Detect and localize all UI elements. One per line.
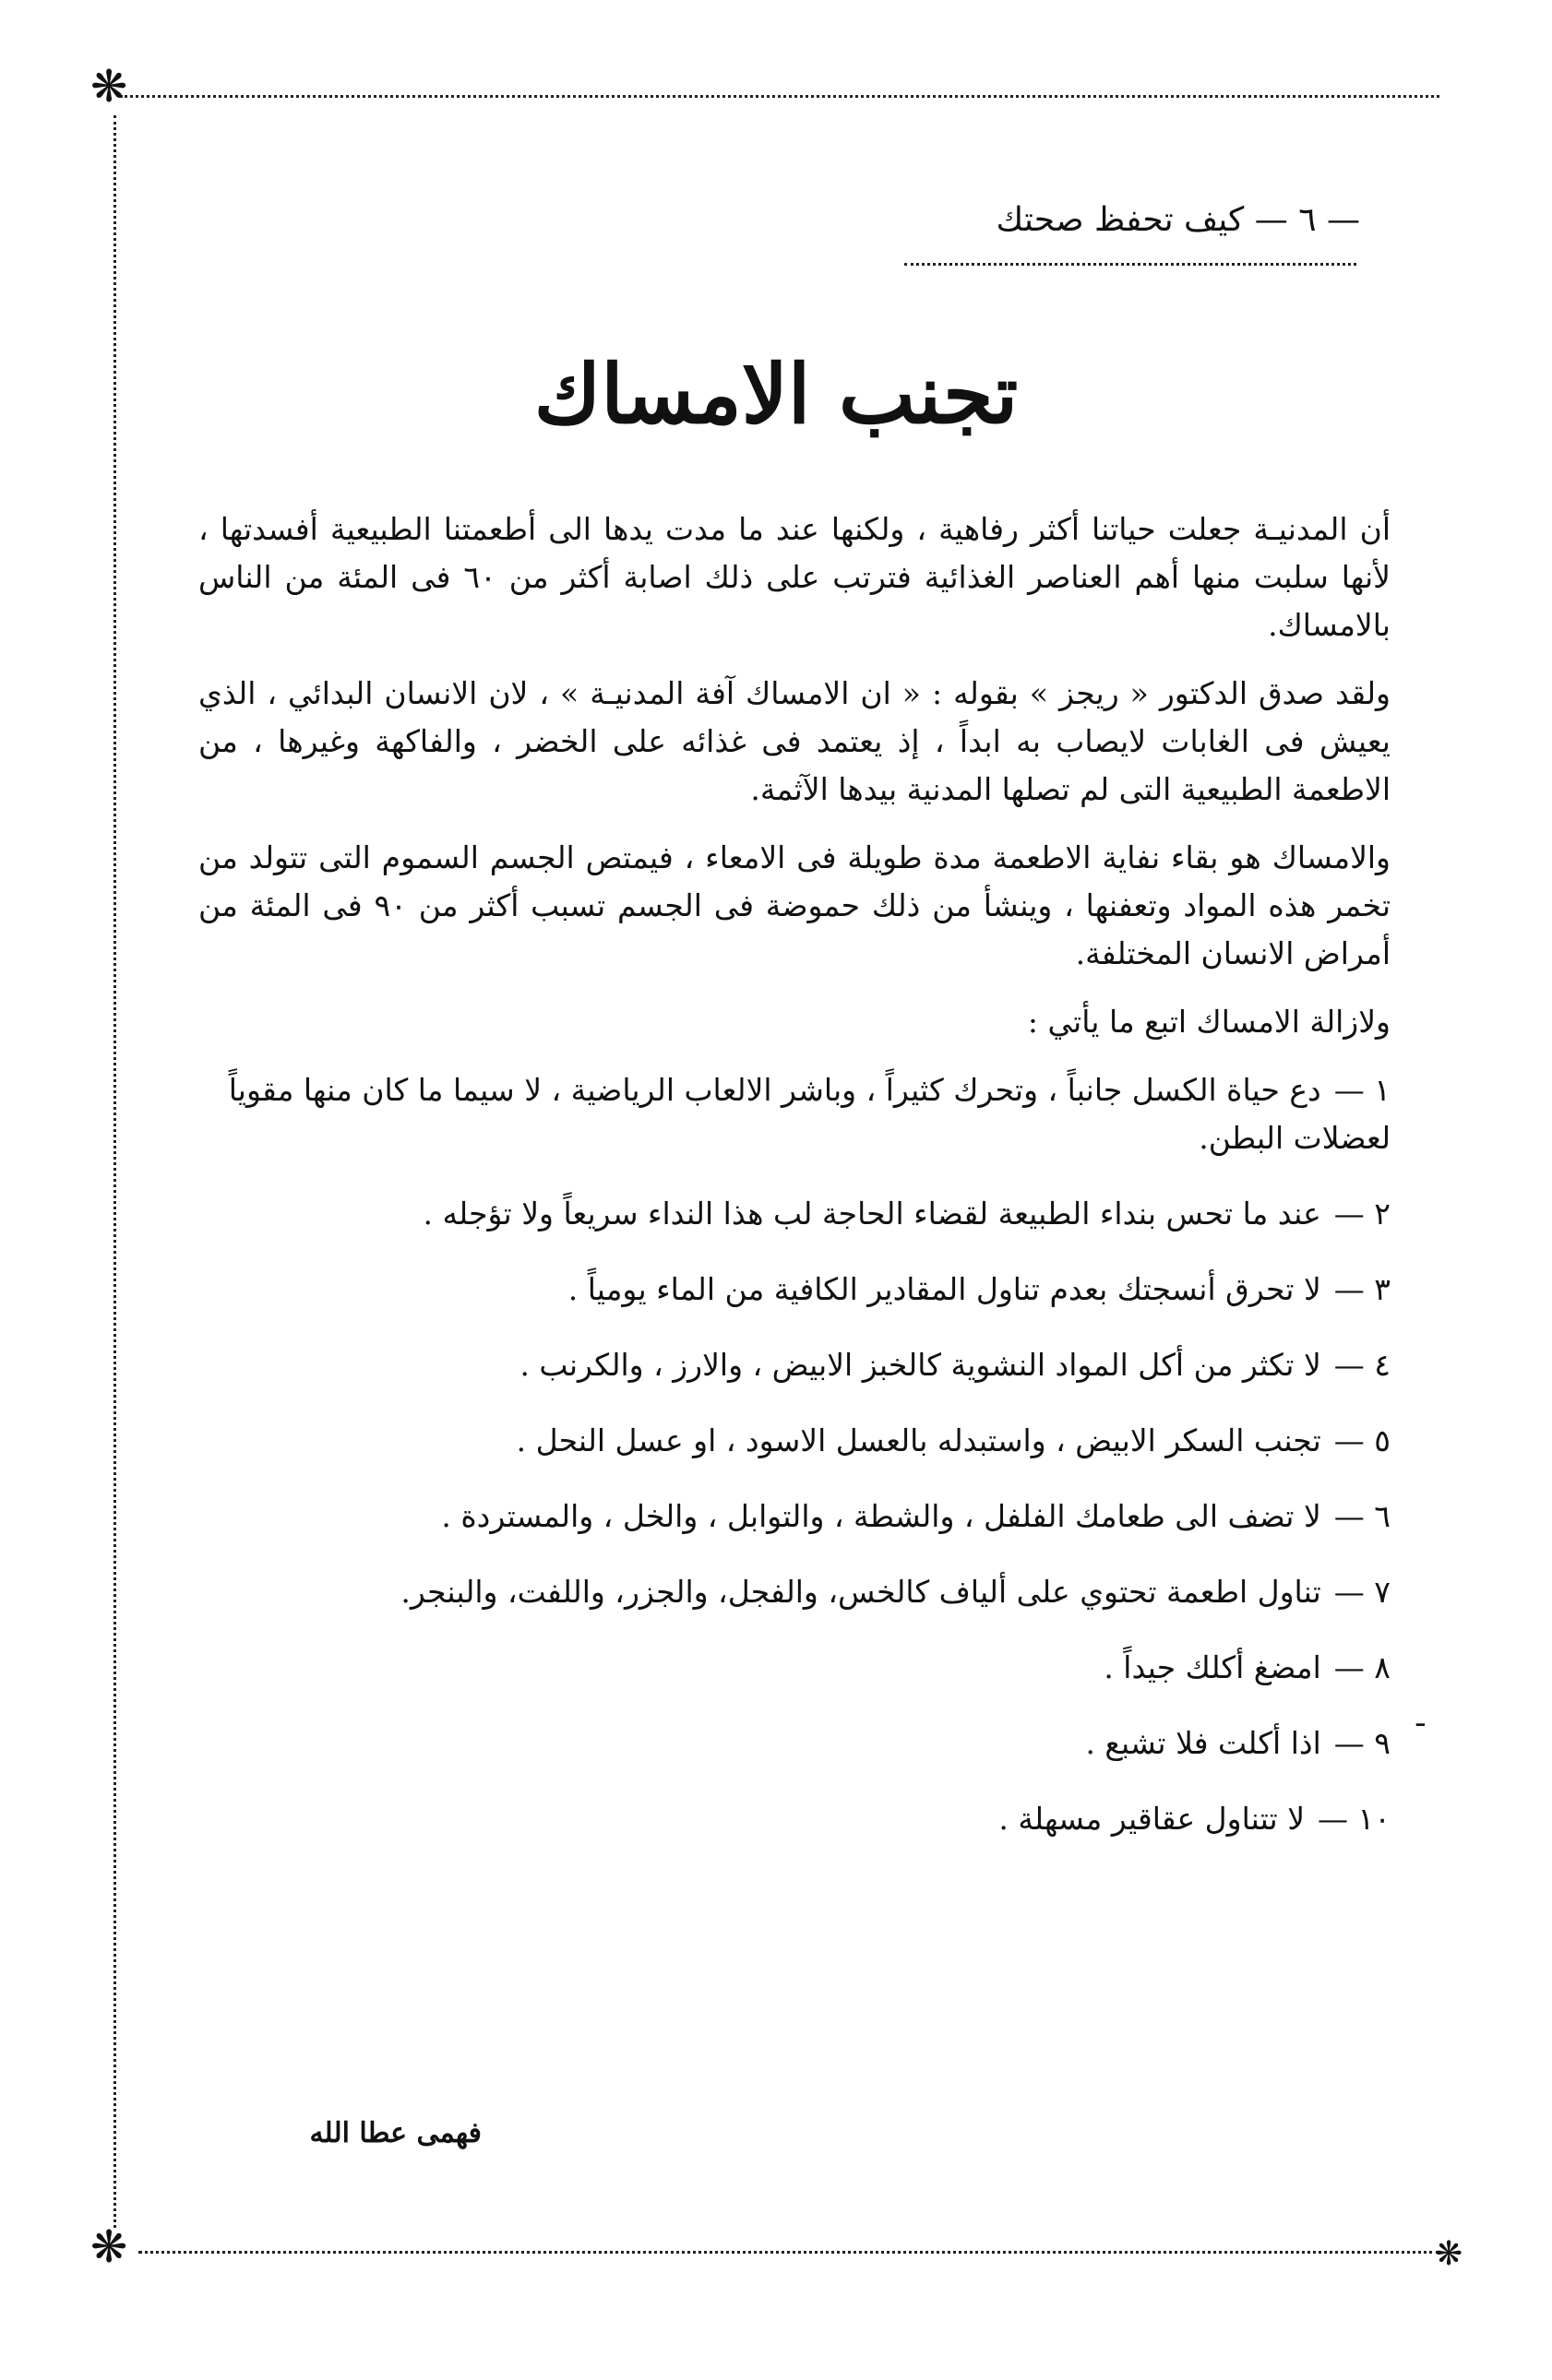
article-body (198, 506, 1391, 1871)
list-text: امضغ أكلك جيداً . (1104, 1649, 1321, 1685)
header-rule (904, 263, 1356, 266)
list-text: لا تحرق أنسجتك بعدم تناول المقادير الكافية من الماء يومياً . (567, 1271, 1321, 1307)
paragraph: ولقد صدق الدكتور « ريجز » بقوله : « ان الامساك آفة المدنيـة » ، لان الانسان البدائي ، الذي يعيش فى الغابات لايصاب به ابداً ، إذ يعتمد فى غذائه على الخضر ، والفاكهة وغيرها ، من الاطعمة الطبيعية التى لم تصلها المدنية بيدها الآثمة. (198, 675, 1391, 807)
list-text: لا تتناول عقاقير مسهلة . (998, 1801, 1306, 1837)
tips-list (198, 1066, 1391, 1843)
list-item (198, 1493, 1391, 1541)
list-text: تناول اطعمة تحتوي على ألياف كالخس، والفجل، والجزر، واللفت، والبنجر. (400, 1574, 1321, 1610)
author-signature: فهمى عطا الله (309, 2117, 482, 2149)
bottom-border (138, 2251, 1439, 2254)
corner-ornament-icon: ❋ (1435, 2235, 1463, 2273)
list-number: ١٠ — (1318, 1801, 1391, 1837)
list-item (198, 1066, 1391, 1162)
list-number: ٧ — (1333, 1574, 1391, 1610)
list-text: دع حياة الكسل جانباً ، وتحرك كثيراً ، وباشر الالعاب الرياضية ، لا سيما ما كان منها مقوياً لعضلات البطن. (228, 1072, 1391, 1156)
corner-ornament-icon: ❋ (90, 2221, 128, 2273)
list-item (198, 1644, 1391, 1692)
list-item (198, 1795, 1391, 1843)
list-number: ٥ — (1333, 1422, 1391, 1458)
list-text: تجنب السكر الابيض ، واستبدله بالعسل الاسود ، او عسل النحل . (516, 1422, 1321, 1458)
paragraph: أن المدنيـة جعلت حياتنا أكثر رفاهية ، ولكنها عند ما مدت يدها الى أطعمتنا الطبيعية أفسدتها ، لأنها سلبت منها أهم العناصر الغذائية فترتب على ذلك اصابة أكثر من ٦٠ فى المئة من الناس بالامساك. (198, 511, 1391, 643)
paragraph: ولازالة الامساك اتبع ما يأتي : (1027, 1004, 1391, 1040)
page-title: تجنب الامساك (533, 346, 1019, 442)
list-number: ٩ — (1333, 1725, 1391, 1761)
list-text: عند ما تحس بنداء الطبيعة لقضاء الحاجة لب هذا النداء سريعاً ولا تؤجله . (423, 1196, 1321, 1232)
running-head: — ٦ — كيف تحفظ صحتك (996, 201, 1360, 239)
list-text: لا تكثر من أكل المواد النشوية كالخبز الابيض ، والارز ، والكرنب . (519, 1347, 1321, 1383)
list-number: ١ — (1333, 1072, 1391, 1108)
list-number: ٦ — (1333, 1498, 1391, 1534)
list-item (198, 1266, 1391, 1314)
list-item (198, 1341, 1391, 1389)
list-number: ٢ — (1333, 1196, 1391, 1232)
list-item (198, 1417, 1391, 1465)
paragraph: والامساك هو بقاء نفاية الاطعمة مدة طويلة فى الامعاء ، فيمتص الجسم السموم التى تتولد من تخمر هذه المواد وتعفنها ، وينشأ من ذلك حموضة فى الجسم تسبب أكثر من ٩٠ فى المئة من أمراض الانسان المختلفة. (198, 839, 1391, 971)
list-text: لا تضف الى طعامك الفلفل ، والشطة ، والتوابل ، والخل ، والمستردة . (441, 1498, 1321, 1534)
list-item (198, 1720, 1391, 1767)
corner-ornament-icon: ❋ (90, 61, 128, 113)
list-item (198, 1568, 1391, 1616)
list-text: اذا أكلت فلا تشبع . (1085, 1725, 1321, 1761)
top-border (120, 95, 1439, 98)
list-number: ٤ — (1333, 1347, 1391, 1383)
stray-mark: ـ (1416, 1701, 1425, 1733)
list-item (198, 1190, 1391, 1238)
list-number: ٨ — (1333, 1649, 1391, 1685)
list-number: ٣ — (1333, 1271, 1391, 1307)
